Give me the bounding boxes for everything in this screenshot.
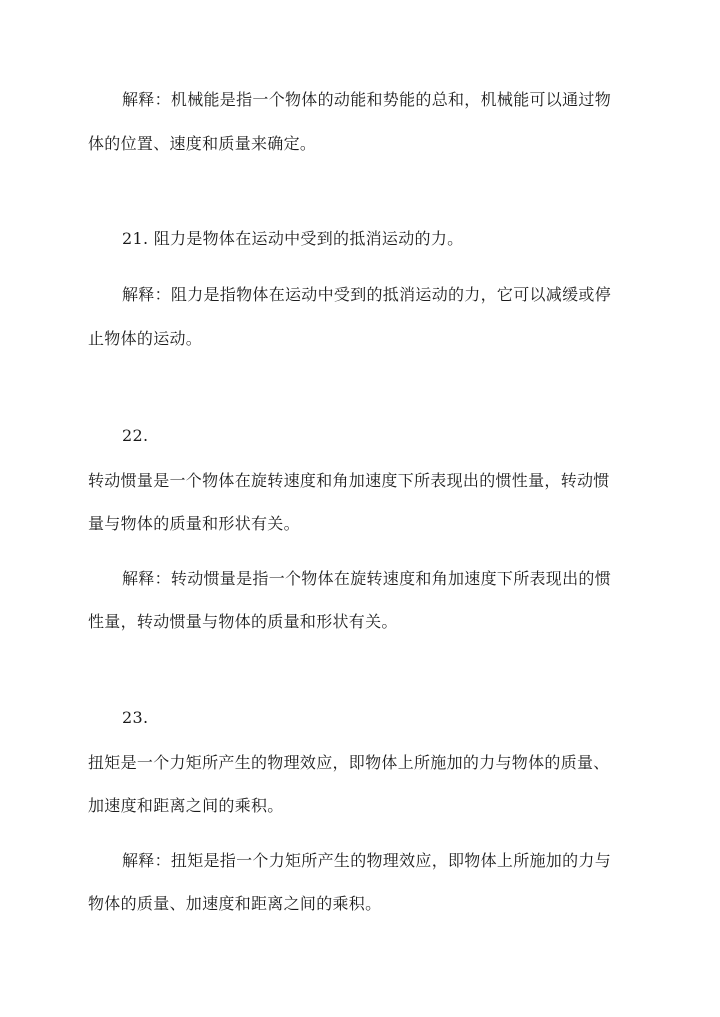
explanation-23-line-2: 物体的质量、加速度和距离之间的乘积。 xyxy=(88,894,382,913)
item-22-statement-line-2: 量与物体的质量和形状有关。 xyxy=(88,514,300,533)
explanation-mechanical-energy-line-1: 解释：机械能是指一个物体的动能和势能的总和，机械能可以通过物 xyxy=(122,90,612,109)
explanation-22-line-1: 解释：转动惯量是指一个物体在旋转速度和角加速度下所表现出的惯 xyxy=(122,569,612,588)
item-23-statement-line-2: 加速度和距离之间的乘积。 xyxy=(88,796,284,815)
explanation-22-line-2: 性量，转动惯量与物体的质量和形状有关。 xyxy=(88,612,398,631)
explanation-mechanical-energy-line-2: 体的位置、速度和质量来确定。 xyxy=(88,134,317,153)
item-23-statement-line-1: 扭矩是一个力矩所产生的物理效应，即物体上所施加的力与物体的质量、 xyxy=(88,753,610,772)
explanation-21-line-2: 止物体的运动。 xyxy=(88,329,203,348)
item-21-statement: 21. 阻力是物体在运动中受到的抵消运动的力。 xyxy=(122,229,464,248)
item-23-number: 23. xyxy=(122,708,149,727)
explanation-21-line-1: 解释：阻力是指物体在运动中受到的抵消运动的力，它可以减缓或停 xyxy=(122,285,612,304)
explanation-23-line-1: 解释：扭矩是指一个力矩所产生的物理效应，即物体上所施加的力与 xyxy=(122,851,612,870)
item-22-statement-line-1: 转动惯量是一个物体在旋转速度和角加速度下所表现出的惯性量，转动惯 xyxy=(88,471,610,490)
item-22-number: 22. xyxy=(122,426,149,445)
